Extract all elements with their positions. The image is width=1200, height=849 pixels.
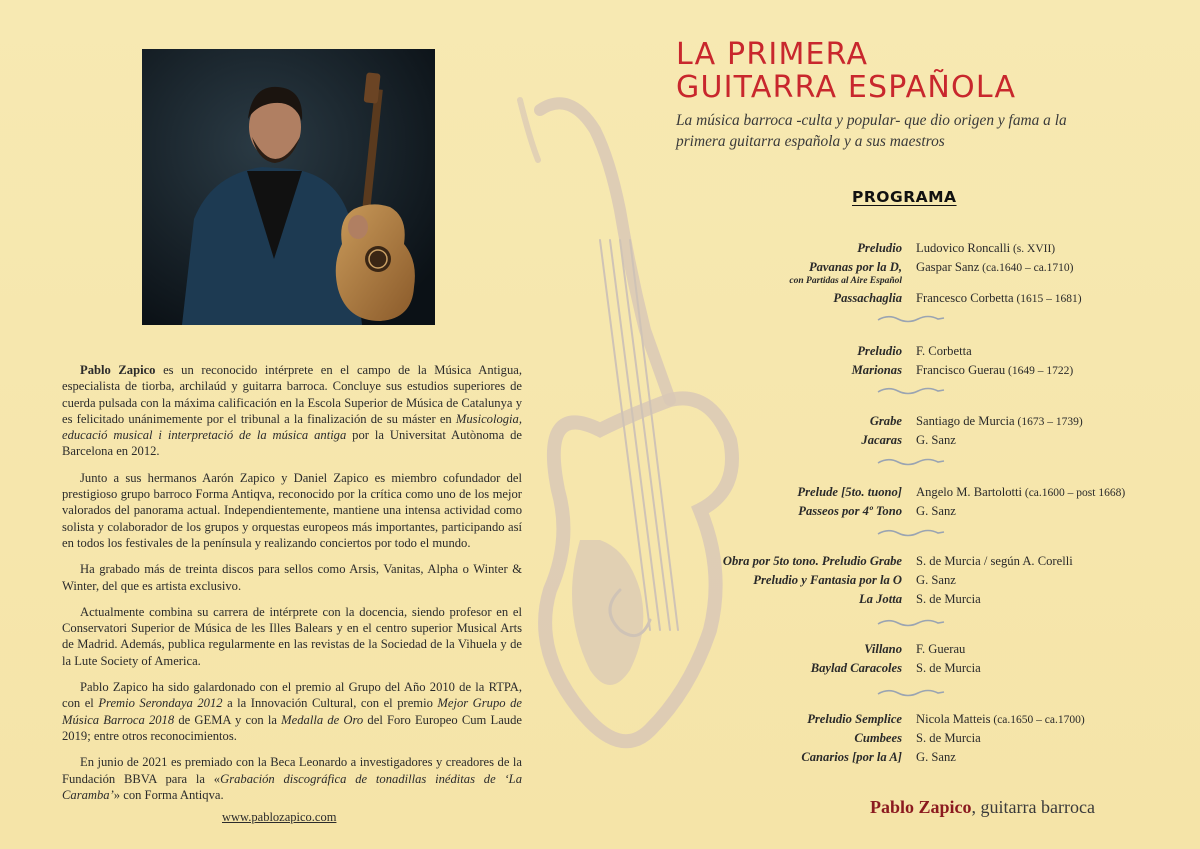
work-title: Marionas bbox=[851, 363, 902, 377]
separator-wave-icon bbox=[876, 687, 946, 699]
program-item bbox=[640, 729, 1160, 748]
program-item bbox=[640, 483, 1160, 502]
work-title: Obra por 5to tono. Preludio Grabe bbox=[722, 554, 902, 568]
composer: F. Corbetta bbox=[916, 344, 972, 358]
program-group bbox=[640, 239, 1160, 308]
composer-dates: (1673 – 1739) bbox=[1014, 416, 1083, 428]
separator-wave-icon bbox=[876, 456, 946, 468]
work-title: Preludio bbox=[857, 241, 902, 255]
composer: G. Sanz bbox=[916, 750, 956, 764]
bio-paragraph-6: En junio de 2021 es premiado con la Beca Leonardo a investigadores y creadores de la Fundación BBVA para la «Grabación discográfica de tonadillas inéditas de ‘La Caramba’» con Forma Antiqva. bbox=[62, 755, 522, 802]
program-group bbox=[640, 483, 1160, 521]
bio-paragraph-5: Pablo Zapico ha sido galardonado con el premio al Grupo del Año 2010 de la RTPA, con el Premio Serondaya 2012 a la Innovación Cultural, con el premio Mejor Grupo de Música Barroca 2018 de GEMA y con la Medalla de Oro del Foro Europeo Cum Laude 2019; entre otros reconocimientos. bbox=[62, 680, 522, 743]
composer: G. Sanz bbox=[916, 573, 956, 587]
composer: G. Sanz bbox=[916, 433, 956, 447]
bio-paragraph-1: Pablo Zapico es un reconocido intérprete en el campo de la Música Antigua, especialista de tiorba, archilaúd y guitarra barroca. Concluye sus estudios superiores de cuerda pulsada con la máxima calificación en la Escola Superior de Música de Catalunya y es felicitado unánimemente por el tribunal a la finalización de su máster en Musicologia, educació musical i interpretació de la música antiga por la Universitat Autònoma de Barcelona en 2012. bbox=[62, 363, 522, 459]
composer: Gaspar Sanz (ca.1640 – ca.1710) bbox=[916, 260, 1074, 274]
program-item bbox=[640, 640, 1160, 659]
composer-dates: (1649 – 1722) bbox=[1005, 365, 1074, 377]
separator-wave-icon bbox=[876, 385, 946, 397]
program-group bbox=[640, 342, 1160, 380]
bio-name: Pablo Zapico bbox=[80, 363, 156, 377]
composer: S. de Murcia bbox=[916, 592, 981, 606]
work-title: Baylad Caracoles bbox=[810, 661, 902, 675]
composer-dates: (s. XVII) bbox=[1010, 243, 1056, 255]
work-title: Jacaras bbox=[861, 433, 902, 447]
work-title: Preludio y Fantasia por la O bbox=[753, 573, 902, 587]
work-title: Canarios [por la A] bbox=[801, 750, 902, 764]
program-item bbox=[640, 289, 1160, 308]
program-group bbox=[640, 710, 1160, 767]
separator-wave-icon bbox=[876, 617, 946, 629]
program-item bbox=[640, 552, 1160, 571]
work-title: Pavanas por la D, bbox=[808, 260, 902, 274]
bio-paragraph-2: Junto a sus hermanos Aarón Zapico y Daniel Zapico es miembro cofundador del prestigioso grupo barroco Forma Antiqva, reconocido por la crítica como uno de los mejor valorados del panorama actual. Independientemente, mantiene una intensa actividad como solista y colaborador de los grupos y orquestas europeos más importantes, participando así en todos los festivales de la península y realizando conciertos por todo el mundo. bbox=[62, 470, 522, 550]
program-group bbox=[640, 552, 1160, 609]
program-item bbox=[640, 659, 1160, 678]
work-title: Cumbees bbox=[854, 731, 902, 745]
program-item bbox=[640, 342, 1160, 361]
program-group bbox=[640, 640, 1160, 678]
performer-photo bbox=[142, 49, 435, 325]
work-title: Preludio Semplice bbox=[807, 712, 902, 726]
concert-subtitle: La música barroca -culta y popular- que dio origen y fama a la primera guitarra española y a sus maestros bbox=[676, 112, 1067, 150]
work-title: Grabe bbox=[869, 414, 902, 428]
composer: Francisco Guerau (1649 – 1722) bbox=[916, 363, 1074, 377]
concert-title: LA PRIMERA GUITARRA ESPAÑOLA bbox=[676, 37, 1017, 105]
website-link[interactable]: www.pablozapico.com bbox=[222, 810, 337, 824]
program-item bbox=[640, 748, 1160, 767]
program-item bbox=[640, 412, 1160, 431]
composer-dates: (ca.1600 – post 1668) bbox=[1022, 487, 1126, 499]
work-title: Preludio bbox=[857, 344, 902, 358]
separator-wave-icon bbox=[876, 313, 946, 325]
composer: F. Guerau bbox=[916, 642, 966, 656]
work-title: Prelude [5to. tuono] bbox=[797, 485, 902, 499]
program-item bbox=[640, 431, 1160, 450]
program-item bbox=[640, 710, 1160, 729]
bio-paragraph-4: Actualmente combina su carrera de intérprete con la docencia, siendo profesor en el Conservatori Superior de Música de les Illes Balears y en el centro superior Musical Arts de Madrid. Además, publica regularmente en las revistas de la Sociedad de la Vihuela y de la Lute Society of America. bbox=[62, 604, 522, 668]
work-note: con Partidas al Aire Español bbox=[789, 276, 902, 286]
program-item bbox=[640, 361, 1160, 380]
composer: S. de Murcia bbox=[916, 731, 981, 745]
composer-dates: (ca.1640 – ca.1710) bbox=[979, 262, 1074, 274]
composer-dates: (1615 – 1681) bbox=[1013, 293, 1082, 305]
work-title: La Jotta bbox=[858, 592, 902, 606]
work-title: Villano bbox=[864, 642, 902, 656]
program-group bbox=[640, 412, 1160, 450]
composer: Ludovico Roncalli (s. XVII) bbox=[916, 241, 1056, 255]
signature: Pablo Zapico, guitarra barroca bbox=[870, 797, 1095, 817]
program-item bbox=[640, 239, 1160, 258]
biography bbox=[62, 362, 522, 813]
bio-paragraph-3: Ha grabado más de treinta discos para sellos como Arsis, Vanitas, Alpha o Winter & Winter, del que es artista exclusivo. bbox=[62, 562, 522, 593]
program-heading: PROGRAMA bbox=[852, 188, 957, 206]
composer: Nicola Matteis (ca.1650 – ca.1700) bbox=[916, 712, 1085, 726]
work-title: Passachaglia bbox=[833, 291, 902, 305]
program-item bbox=[640, 571, 1160, 590]
program-item bbox=[640, 502, 1160, 521]
composer-dates: (ca.1650 – ca.1700) bbox=[990, 714, 1085, 726]
program-item bbox=[640, 590, 1160, 609]
composer: Santiago de Murcia (1673 – 1739) bbox=[916, 414, 1083, 428]
program-item bbox=[640, 258, 1160, 277]
composer: Francesco Corbetta (1615 – 1681) bbox=[916, 291, 1082, 305]
composer: S. de Murcia / según A. Corelli bbox=[916, 554, 1073, 568]
work-title: Passeos por 4º Tono bbox=[798, 504, 902, 518]
composer: G. Sanz bbox=[916, 504, 956, 518]
separator-wave-icon bbox=[876, 527, 946, 539]
composer: S. de Murcia bbox=[916, 661, 981, 675]
composer: Angelo M. Bartolotti (ca.1600 – post 1668) bbox=[916, 485, 1126, 499]
